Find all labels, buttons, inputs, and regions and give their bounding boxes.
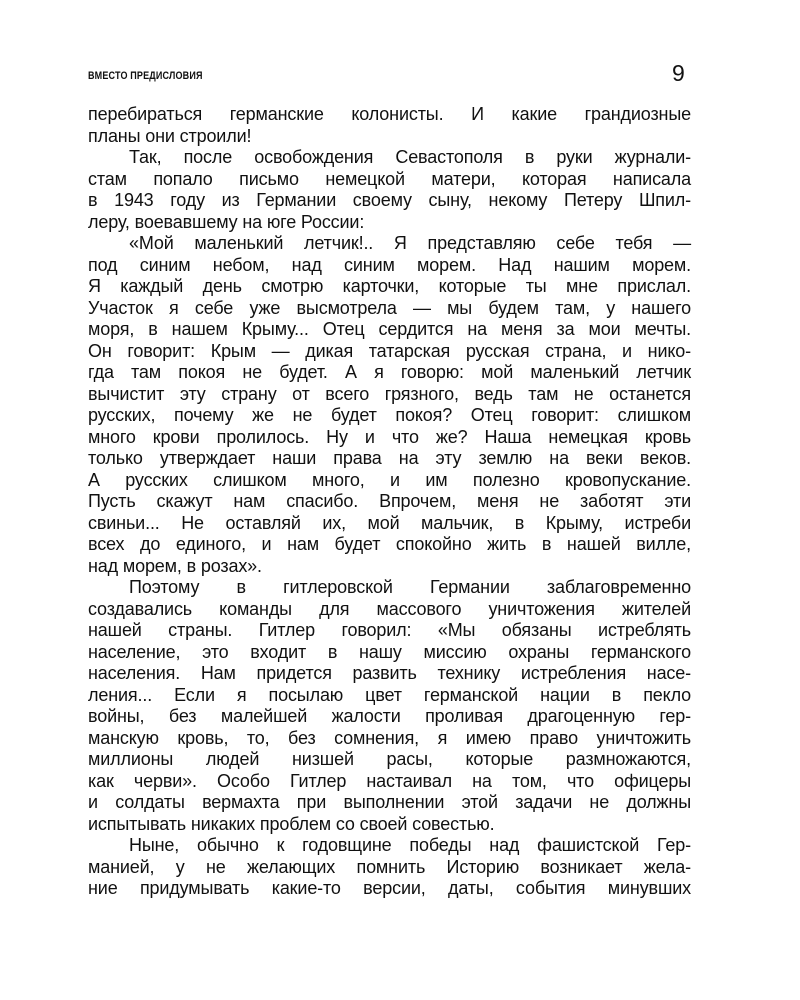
text-line: ние придумывать какие-то версии, даты, события минувших xyxy=(88,878,691,898)
text-line: миллионы людей низшей расы, которые размножаются, xyxy=(88,749,691,769)
text-line: Пусть скажут нам спасибо. Впрочем, меня не заботят эти xyxy=(88,491,691,511)
text-line: планы они строили! xyxy=(88,125,252,146)
text-line: Ныне, обычно к годовщине победы над фашистской Гер- xyxy=(129,835,691,855)
text-line: «Мой маленький летчик!.. Я представляю себе тебя — xyxy=(129,233,691,253)
text-line: много крови пролилось. Ну и что же? Наша немецкая кровь xyxy=(88,426,691,447)
text-line: манией, у не желающих помнить Историю возникает жела- xyxy=(88,856,691,877)
text-line: Участок я себе уже высмотрела — мы будем там, у нашего xyxy=(88,297,691,318)
text-line: русских, почему же не будет покоя? Отец говорит: слишком xyxy=(88,405,691,425)
text-line: над морем, в розах». xyxy=(88,555,262,576)
text-line: как черви». Особо Гитлер настаивал на том, что офицеры xyxy=(88,770,691,791)
text-line: только утверждает наши права на эту землю на веки веков. xyxy=(88,448,691,468)
text-line: в 1943 году из Германии своему сыну, некому Петеру Шпил- xyxy=(88,190,691,210)
text-line: Он говорит: Крым — дикая татарская русская страна, и нико- xyxy=(88,340,691,361)
text-line: моря, в нашем Крыму... Отец сердится на меня за мои мечты. xyxy=(88,319,691,339)
text-line: населения. Нам придется развить технику истребления насе- xyxy=(88,663,691,683)
text-line: А русских слишком много, и им полезно кровопускание. xyxy=(88,469,691,490)
text-line: вычистит эту страну от всего грязного, ведь там не останется xyxy=(88,383,691,404)
text-line: всех до единого, и нам будет спокойно жить в нашей вилле, xyxy=(88,534,691,554)
text-line: свиньи... Не оставляй их, мой мальчик, в Крыму, истреби xyxy=(88,512,691,533)
text-line: и солдаты вермахта при выполнении этой задачи не должны xyxy=(88,792,691,812)
running-head-title: ВМЕСТО ПРЕДИСЛОВИЯ xyxy=(88,70,203,82)
page-number: 9 xyxy=(672,60,685,86)
text-line: стам попало письмо немецкой матери, которая написала xyxy=(88,168,691,189)
text-line: Поэтому в гитлеровской Германии заблаговременно xyxy=(129,577,691,597)
body-text xyxy=(88,104,691,900)
text-line: манскую кровь, то, без сомнения, я имею право уничтожить xyxy=(88,727,691,748)
text-line: ления... Если я посылаю цвет германской нации в пекло xyxy=(88,684,691,705)
text-line: перебираться германские колонисты. И какие грандиозные xyxy=(88,104,691,124)
text-line: гда там покоя не будет. А я говорю: мой маленький летчик xyxy=(88,362,691,382)
text-line: войны, без малейшей жалости проливая драгоценную гер- xyxy=(88,706,691,726)
text-line: леру, воевавшему на юге России: xyxy=(88,211,365,232)
text-line: нашей страны. Гитлер говорил: «Мы обязаны истреблять xyxy=(88,620,691,640)
text-line: Я каждый день смотрю карточки, которые ты мне прислал. xyxy=(88,276,691,296)
text-line: Так, после освобождения Севастополя в руки журнали- xyxy=(129,147,691,167)
text-line: испытывать никаких проблем со своей совестью. xyxy=(88,813,495,834)
text-line: создавались команды для массового уничтожения жителей xyxy=(88,598,691,619)
text-line: под синим небом, над синим морем. Над нашим морем. xyxy=(88,254,691,275)
text-line: население, это входит в нашу миссию охраны германского xyxy=(88,641,691,662)
